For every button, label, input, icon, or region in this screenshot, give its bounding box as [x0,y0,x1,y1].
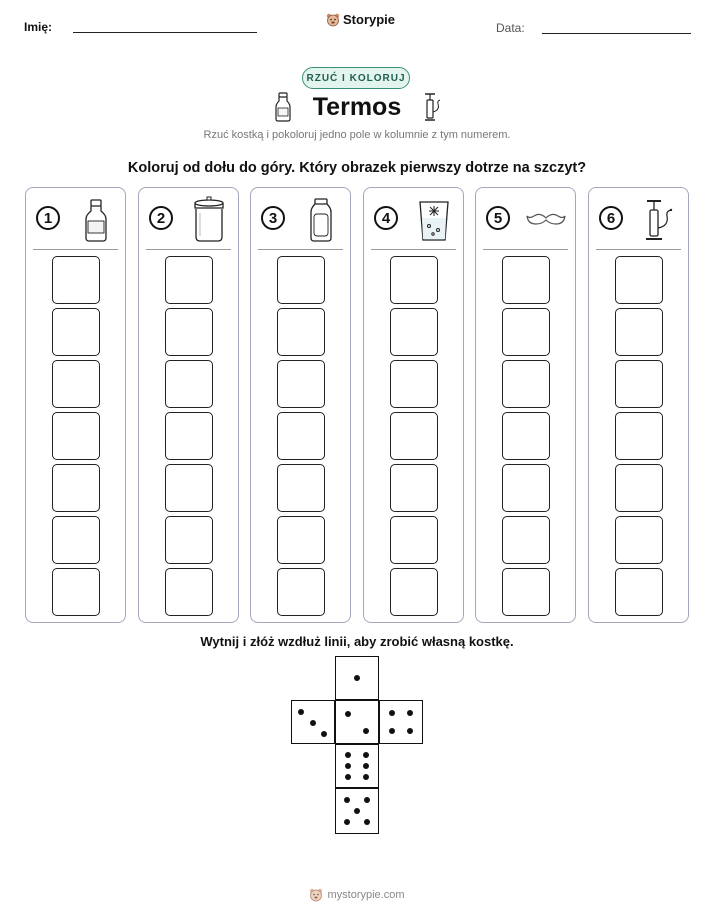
dice-face-5 [335,788,379,834]
footer [0,888,714,902]
color-cell[interactable] [165,412,213,460]
column-divider [371,249,456,250]
color-cell[interactable] [615,568,663,616]
column-2 [138,187,239,623]
column-divider [146,249,231,250]
color-cell[interactable] [52,256,100,304]
brand-name: Storypie [343,12,396,27]
column-divider [596,249,681,250]
color-cell[interactable] [52,516,100,564]
name-line[interactable] [73,32,257,33]
jar-icon [189,196,229,244]
bottle-icon [301,196,341,244]
dice-face-2 [335,700,379,744]
color-cell[interactable] [390,568,438,616]
ice-glass-icon [414,196,454,244]
mustache-icon [526,196,566,244]
activity-badge: RZUĆ I KOLORUJ [302,67,410,89]
pump-icon [639,196,679,244]
color-cell[interactable] [502,360,550,408]
dice-face-6 [335,744,379,788]
brand-logo [326,12,395,27]
color-cell[interactable] [52,464,100,512]
color-cell[interactable] [502,308,550,356]
color-cell[interactable] [615,464,663,512]
dice-face-3 [291,700,335,744]
cut-instruction: Wytnij i złóż wzdłuż linii, aby zrobić własną kostkę. [200,634,514,649]
color-cell[interactable] [165,516,213,564]
date-label: Data: [496,21,525,35]
page-title: Termos [312,93,402,121]
color-cell[interactable] [52,568,100,616]
pump-icon [423,92,443,122]
column-6 [588,187,689,623]
column-divider [483,249,568,250]
color-cell[interactable] [277,464,325,512]
column-divider [258,249,343,250]
color-cell[interactable] [277,256,325,304]
color-cell[interactable] [615,308,663,356]
color-cell[interactable] [615,360,663,408]
color-cell[interactable] [390,308,438,356]
column-number: 2 [149,206,173,230]
color-cell[interactable] [390,256,438,304]
dice-face-4 [379,700,423,744]
color-cell[interactable] [502,412,550,460]
column-3 [250,187,351,623]
color-cell[interactable] [277,308,325,356]
color-cell[interactable] [165,568,213,616]
color-cell[interactable] [390,464,438,512]
column-number: 6 [599,206,623,230]
color-cell[interactable] [165,464,213,512]
color-cell[interactable] [390,360,438,408]
subtitle: Rzuć kostką i pokoloruj jedno pole w kolumnie z tym numerem. [203,129,511,141]
color-cell[interactable] [615,256,663,304]
dice-face-1 [335,656,379,700]
color-cell[interactable] [277,568,325,616]
color-cell[interactable] [390,516,438,564]
footer-url: mystorypie.com [327,889,405,901]
column-divider [33,249,118,250]
color-cell[interactable] [165,360,213,408]
column-number: 4 [374,206,398,230]
milk-bottle-icon [76,196,116,244]
column-number: 5 [486,206,510,230]
name-label: Imię: [24,20,53,34]
color-cell[interactable] [390,412,438,460]
color-cell[interactable] [277,516,325,564]
color-cell[interactable] [52,360,100,408]
color-cell[interactable] [502,464,550,512]
color-cell[interactable] [52,412,100,460]
color-cell[interactable] [502,256,550,304]
bear-logo-icon [326,13,340,27]
color-cell[interactable] [165,256,213,304]
color-cell[interactable] [502,568,550,616]
column-4 [363,187,464,623]
column-5 [475,187,576,623]
color-cell[interactable] [502,516,550,564]
color-cell[interactable] [615,516,663,564]
column-number: 1 [36,206,60,230]
column-1 [25,187,126,623]
date-line[interactable] [542,33,691,34]
bear-logo-icon [309,888,323,902]
column-number: 3 [261,206,285,230]
milk-bottle-icon [274,92,292,122]
instruction: Koloruj od dołu do góry. Który obrazek pierwszy dotrze na szczyt? [127,160,587,176]
color-cell[interactable] [277,412,325,460]
color-cell[interactable] [52,308,100,356]
color-cell[interactable] [615,412,663,460]
color-cell[interactable] [165,308,213,356]
color-cell[interactable] [277,360,325,408]
